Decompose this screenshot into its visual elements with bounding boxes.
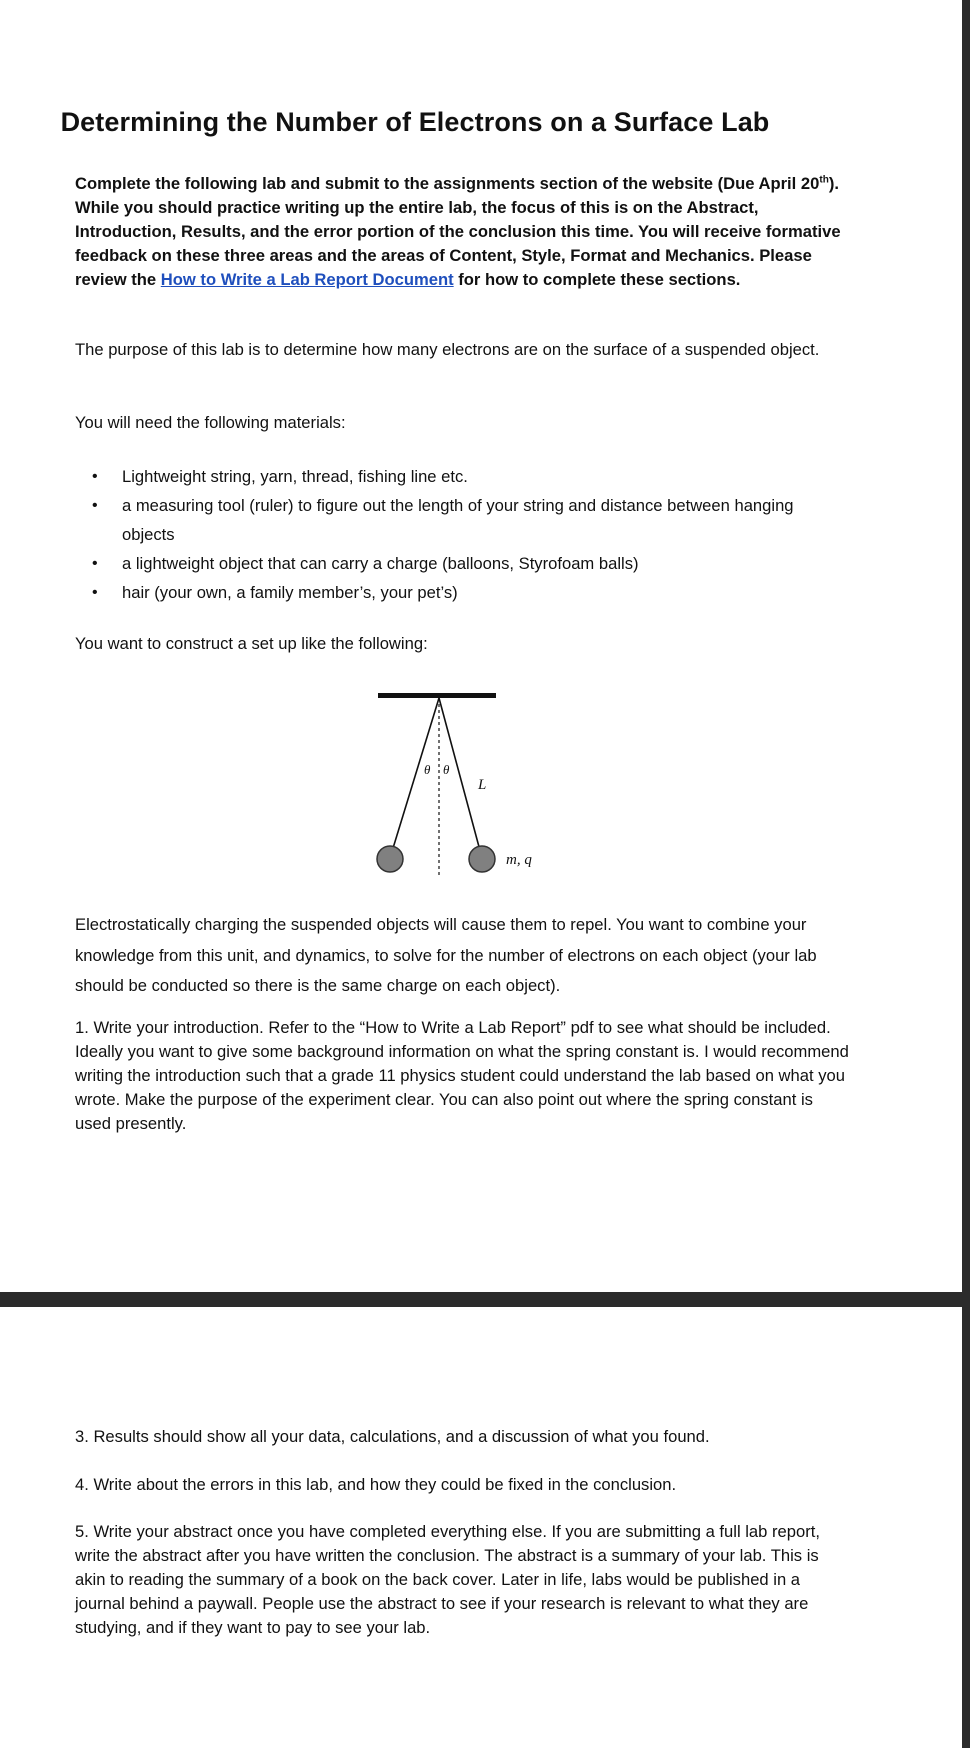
material-item: • a measuring tool (ruler) to figure out the length of your string and distance between hanging objects (90, 491, 830, 549)
page-break-separator (0, 1292, 962, 1307)
material-item: • hair (your own, a family member’s, your pet’s) (90, 578, 830, 607)
instructions-text-3: for how to complete these sections. (453, 270, 741, 289)
material-item: • Lightweight string, yarn, thread, fishing line etc. (90, 462, 830, 491)
left-charged-ball (377, 846, 403, 872)
assignment-instructions (75, 172, 850, 292)
left-string (390, 698, 439, 858)
document-title: Determining the Number of Electrons on a Surface Lab (60, 107, 770, 137)
right-string (439, 698, 482, 858)
explanation-paragraph: Electrostatically charging the suspended objects will cause them to repel. You want to combine your knowledge from this unit, and dynamics, to solve for the number of electrons on each object (your lab should be conducted so there is the same charge on each object). (75, 915, 817, 995)
page-edge-border (962, 0, 970, 1748)
step-5-abstract: 5. Write your abstract once you have completed everything else. If you are submitting a full lab report, write the abstract after you have written the conclusion. The abstract is a summary of your lab. This is akin to reading the summary of a book on the back cover. Later in life, labs would be published in a journal behind a paywall. People use the abstract to see if your research is relevant to what they are studying, and if they want to pay to see your lab. (75, 1522, 820, 1637)
instructions-text-1: Complete the following lab and submit to the assignments section of the website (Due April 20 (75, 174, 820, 193)
left-angle-label: θ (424, 762, 431, 777)
materials-list (90, 462, 830, 607)
string-length-label: L (478, 777, 487, 793)
pendulum-setup-diagram (370, 686, 570, 876)
right-charged-ball (469, 846, 495, 872)
instructions-text-2: ). While you should practice writing up the entire lab, the focus of this is on the Abstract, Introduction, Results, and the error portion of the conclusion this time. You will receive formative feedback on these three areas and the areas of Content, Style, Format and Mechanics. Please review the (75, 174, 841, 289)
mass-charge-label: m, q (506, 852, 532, 868)
purpose-paragraph: The purpose of this lab is to determine how many electrons are on the surface of a suspended object. (75, 340, 820, 359)
materials-heading: You will need the following materials: (75, 413, 346, 432)
right-angle-label: θ (443, 762, 450, 777)
step-1-introduction: 1. Write your introduction. Refer to the “How to Write a Lab Report” pdf to see what should be included. Ideally you want to give some background information on what the spring constant is. I would recommend writing the introduction such that a grade 11 physics student could understand the lab based on what you wrote. Make the purpose of the experiment clear. You can also point out where the spring constant is used presently. (75, 1018, 849, 1133)
step-3-results: 3. Results should show all your data, calculations, and a discussion of what you found. (75, 1427, 710, 1446)
material-item: • a lightweight object that can carry a charge (balloons, Styrofoam balls) (90, 549, 830, 578)
setup-heading: You want to construct a set up like the following: (75, 634, 428, 653)
step-4-errors: 4. Write about the errors in this lab, and how they could be fixed in the conclusion. (75, 1475, 677, 1494)
lab-report-guide-link[interactable]: How to Write a Lab Report Document (160, 270, 454, 289)
support-bar (378, 693, 496, 698)
instructions-superscript: th (819, 174, 829, 186)
